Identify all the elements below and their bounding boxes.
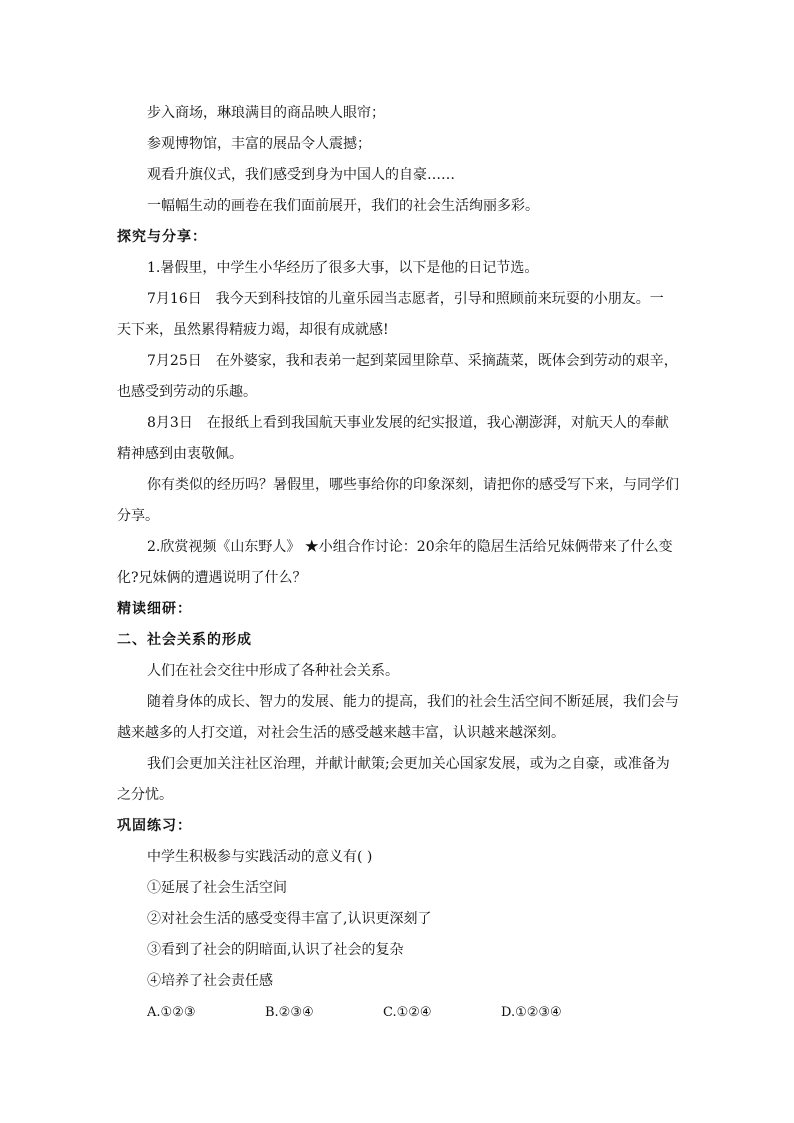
practice-statement-3: ③看到了社会的阴暗面,认识了社会的复杂 — [147, 942, 404, 958]
document-content — [117, 98, 682, 1028]
study-heading: 精读细研： — [117, 601, 192, 617]
option-b: B.②③④ — [265, 1005, 314, 1020]
diary-text: 我今天到科技馆的儿童乐园当志愿者，引导和照顾前来玩耍的小朋友。一 — [215, 291, 664, 307]
practice-statement-1: ①延展了社会生活空间 — [147, 880, 287, 896]
option-d: D.①②③④ — [501, 1005, 562, 1020]
diary-entry-1-line-2: 天下来，虽然累得精疲力竭，却很有成就感! — [117, 322, 389, 338]
intro-line-2: 参观博物馆，丰富的展品令人震撼； — [147, 136, 371, 152]
diary-entry-2-line-2: 也感受到劳动的乐趣。 — [117, 384, 257, 400]
diary-entry-1-line-1 — [117, 284, 682, 315]
study-subheading: 二、社会关系的形成 — [117, 632, 252, 648]
diary-text: 在外婆家，我和表弟一起到菜园里除草、采摘蔬菜，既体会到劳动的艰辛， — [215, 353, 678, 369]
practice-statement-2: ②对社会生活的感受变得丰富了,认识更深刻了 — [147, 911, 432, 927]
diary-entry-3-line-1 — [117, 408, 682, 439]
practice-heading: 巩固练习： — [117, 818, 192, 834]
diary-entry-2-line-1 — [117, 346, 682, 377]
diary-entry-3-line-2: 精神感到由衷敬佩。 — [117, 446, 243, 462]
diary-date: 7月25日 — [147, 353, 202, 369]
explore-question-line-1: 你有类似的经历吗？暑假里，哪些事给你的印象深刻，请把你的感受写下来，与同学们 — [147, 477, 679, 493]
option-a: A.①②③ — [147, 1005, 196, 1020]
answer-options — [117, 997, 682, 1028]
study-paragraph-1: 人们在社会交往中形成了各种社会关系。 — [147, 663, 399, 679]
explore-question-line-2: 分享。 — [117, 508, 159, 524]
explore-heading: 探究与分享： — [117, 229, 207, 245]
study-paragraph-2-line-2: 越来越多的人打交道，对社会生活的感受越来越丰富，认识越来越深刻。 — [117, 725, 565, 741]
intro-line-4: 一幅幅生动的画卷在我们面前展开，我们的社会生活绚丽多彩。 — [147, 198, 539, 214]
practice-statement-4: ④培养了社会责任感 — [147, 973, 273, 989]
intro-line-3: 观看升旗仪式，我们感受到身为中国人的自豪…… — [147, 167, 455, 183]
practice-question: 中学生积极参与实践活动的意义有( ) — [147, 849, 373, 865]
diary-date: 8月3日 — [147, 415, 193, 431]
explore-item-2-line-2: 化?兄妹俩的遭遇说明了什么？ — [117, 570, 307, 586]
study-paragraph-2-line-1: 随着身体的成长、智力的发展、能力的提高，我们的社会生活空间不断延展，我们会与 — [147, 694, 679, 710]
explore-item-2-line-1: 2.欣赏视频《山东野人》 ★小组合作讨论：20余年的隐居生活给兄妹俩带来了什么变 — [147, 539, 673, 555]
study-paragraph-3-line-1: 我们会更加关注社区治理，并献计献策;会更加关心国家发展，或为之自豪，或准备为 — [147, 756, 670, 772]
study-paragraph-3-line-2: 之分忧。 — [117, 787, 173, 803]
explore-item-1: 1.暑假里，中学生小华经历了很多大事，以下是他的日记节选。 — [147, 260, 539, 276]
intro-line-1: 步入商场，琳琅满目的商品映人眼帘； — [147, 105, 385, 121]
option-c: C.①②④ — [383, 1005, 432, 1020]
diary-text: 在报纸上看到我国航天事业发展的纪实报道，我心潮澎湃，对航天人的奉献 — [206, 415, 669, 431]
diary-date: 7月16日 — [147, 291, 202, 307]
